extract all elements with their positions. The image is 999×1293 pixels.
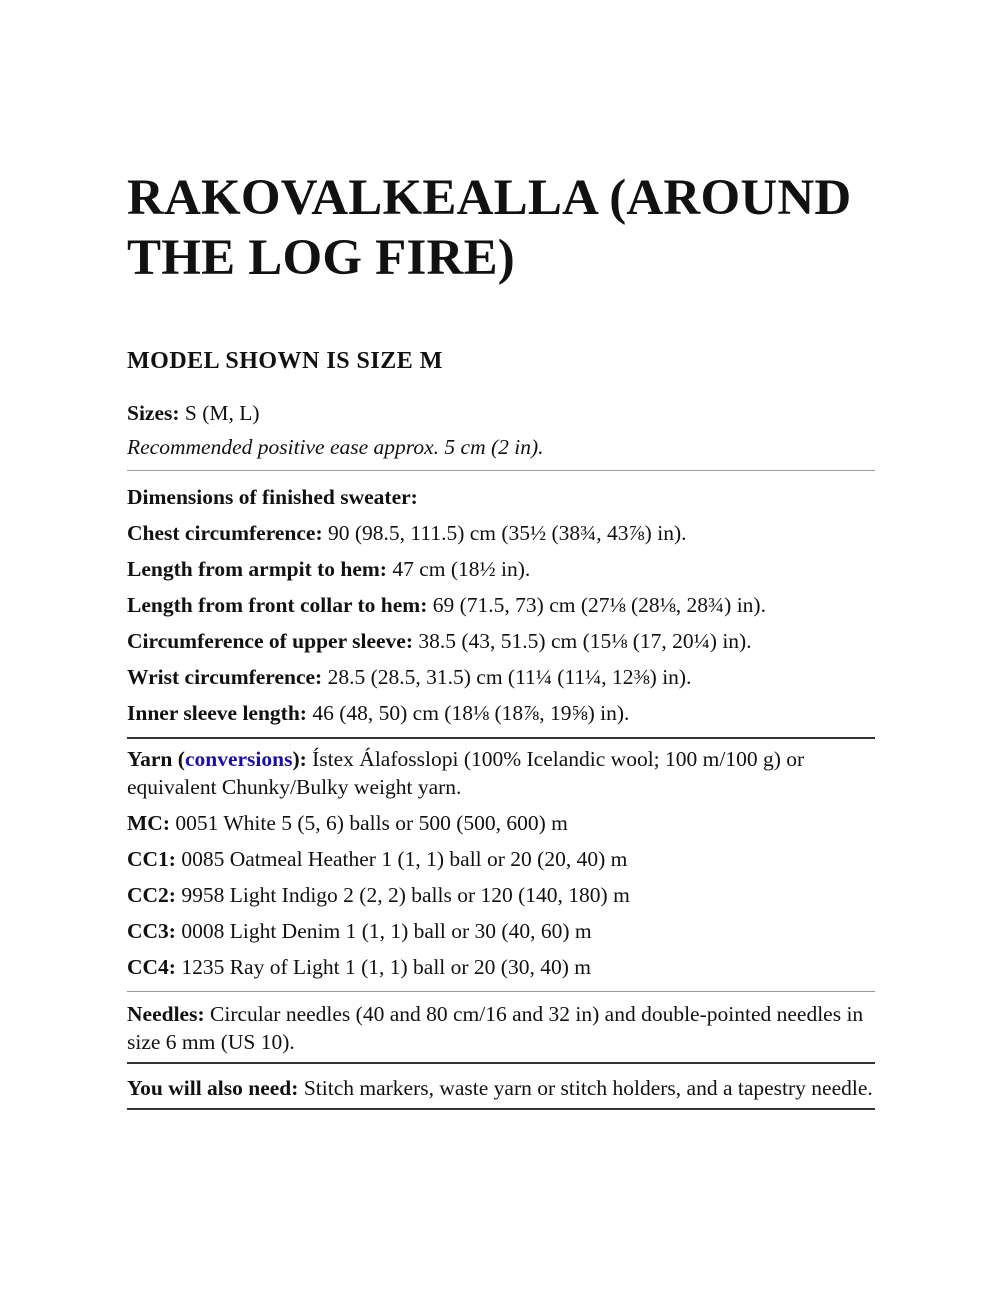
also-need-section	[127, 1064, 875, 1102]
sizes-label: Sizes:	[127, 401, 180, 425]
dimension-value: 38.5 (43, 51.5) cm (15⅛ (17, 20¼) in).	[413, 629, 752, 653]
dimension-label: Chest circumference:	[127, 521, 323, 545]
yarn-color-value: 0051 White 5 (5, 6) balls or 500 (500, 600) m	[169, 811, 568, 835]
sizes-section	[127, 396, 875, 464]
yarn-color-row	[127, 949, 875, 985]
needles-section	[127, 992, 875, 1056]
dimension-row	[127, 659, 875, 695]
dimension-label: Wrist circumference:	[127, 665, 323, 689]
needles-line	[127, 1000, 875, 1056]
model-size-subtitle: MODEL SHOWN IS SIZE M	[127, 348, 443, 374]
dimension-value: 69 (71.5, 73) cm (27⅛ (28⅛, 28¾) in).	[427, 593, 766, 617]
dimension-value: 46 (48, 50) cm (18⅛ (18⅞, 19⅝) in).	[306, 701, 630, 725]
dimension-row	[127, 551, 875, 587]
yarn-color-value: 0008 Light Denim 1 (1, 1) ball or 30 (40, 60) m	[175, 919, 592, 943]
yarn-color-value: 9958 Light Indigo 2 (2, 2) balls or 120 (140, 180) m	[175, 883, 630, 907]
dimension-value: 90 (98.5, 111.5) cm (35½ (38¾, 43⅞) in).	[322, 521, 687, 545]
yarn-color-row	[127, 841, 875, 877]
dimension-label: Circumference of upper sleeve:	[127, 629, 413, 653]
pattern-page	[127, 168, 875, 1110]
divider	[127, 1108, 875, 1110]
dimensions-heading: Dimensions of finished sweater:	[127, 485, 418, 509]
dimension-label: Inner sleeve length:	[127, 701, 307, 725]
also-need-line	[127, 1074, 875, 1102]
yarn-color-row	[127, 913, 875, 949]
also-need-label: You will also need:	[127, 1076, 299, 1100]
yarn-color-label: CC3:	[127, 919, 176, 943]
yarn-section	[127, 739, 875, 985]
also-need-value: Stitch markers, waste yarn or stitch holders, and a tapestry needle.	[298, 1076, 873, 1100]
dimension-value: 28.5 (28.5, 31.5) cm (11¼ (11¼, 12⅜) in).	[322, 665, 692, 689]
yarn-color-label: MC:	[127, 811, 170, 835]
dimension-row	[127, 515, 875, 551]
yarn-color-label: CC2:	[127, 883, 176, 907]
yarn-color-value: 1235 Ray of Light 1 (1, 1) ball or 20 (30, 40) m	[175, 955, 591, 979]
pattern-title: RAKOVALKEALLA (AROUND THE LOG FIRE)	[127, 170, 852, 286]
sizes-line	[127, 396, 875, 430]
dimension-row	[127, 587, 875, 623]
ease-note: Recommended positive ease approx. 5 cm (2 in).	[127, 435, 544, 459]
dimension-label: Length from armpit to hem:	[127, 557, 387, 581]
dimension-row	[127, 695, 875, 731]
dimension-label: Length from front collar to hem:	[127, 593, 428, 617]
yarn-line	[127, 745, 875, 801]
dimension-value: 47 cm (18½ in).	[386, 557, 531, 581]
dimensions-section	[127, 471, 875, 731]
yarn-color-label: CC1:	[127, 847, 176, 871]
yarn-label-start: Yarn (	[127, 747, 185, 771]
yarn-color-value: 0085 Oatmeal Heather 1 (1, 1) ball or 20 (20, 40) m	[175, 847, 628, 871]
yarn-color-row	[127, 805, 875, 841]
yarn-label-end: ):	[292, 747, 307, 771]
yarn-color-row	[127, 877, 875, 913]
dimension-row	[127, 623, 875, 659]
sizes-value: S (M, L)	[179, 401, 260, 425]
needles-value: Circular needles (40 and 80 cm/16 and 32 in) and double-pointed needles in size 6 mm (US 10).	[127, 1002, 864, 1054]
conversions-link[interactable]: conversions	[184, 747, 293, 771]
yarn-value: Ístex Álafosslopi (100% Icelandic wool; 100 m/100 g) or equivalent Chunky/Bulky weight yarn.	[127, 747, 805, 799]
needles-label: Needles:	[127, 1002, 205, 1026]
yarn-color-label: CC4:	[127, 955, 176, 979]
